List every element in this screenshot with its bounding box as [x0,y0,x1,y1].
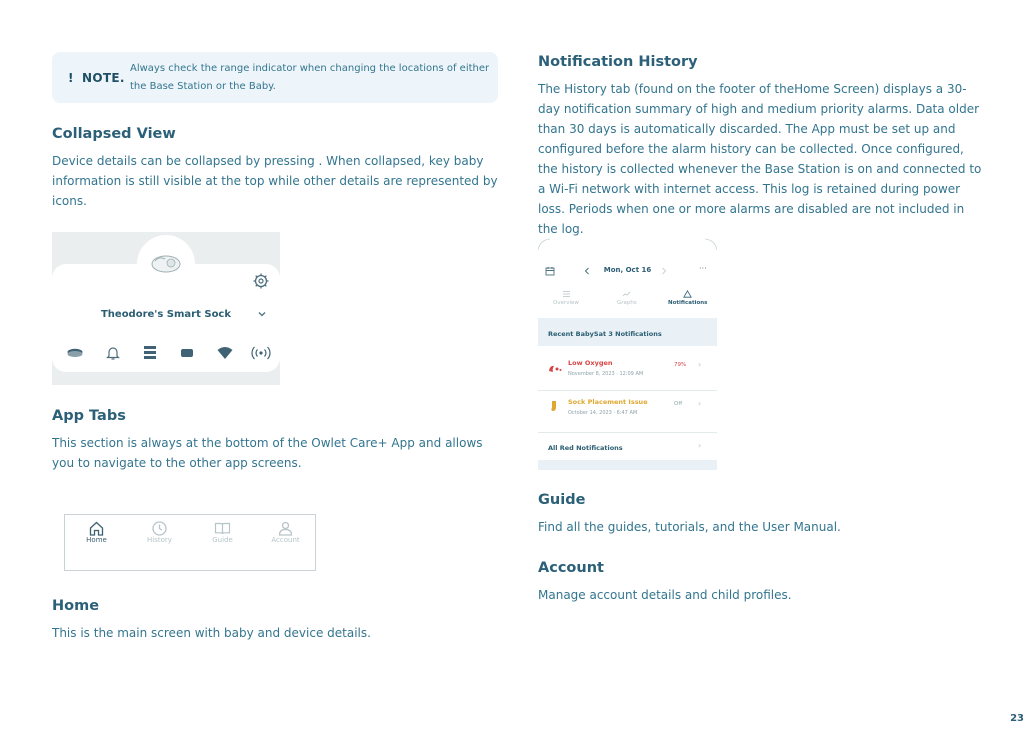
device-status-icons [66,344,271,362]
notification-title: Sock Placement Issue [568,398,648,406]
gear-icon[interactable] [252,272,270,290]
tab-notifications[interactable]: Notifications [668,300,708,306]
wifi-icon [216,344,234,362]
app-tabs-body: This section is always at the bottom of the Owlet Care+ App and allows you to navigate to the other app screens. [52,436,483,470]
row-divider [538,432,717,433]
note-label: NOTE. [82,71,125,85]
phone-frame-corners [538,238,717,252]
notification-value: 79% [674,362,687,368]
account-heading: Account [538,560,604,576]
recent-section-title: Recent BabySat 3 Notifications [548,330,662,338]
row-divider [538,390,717,391]
notification-date: November 8, 2023 · 12:09 AM [568,371,644,377]
guide-heading: Guide [538,492,586,508]
note-text: Always check the range indicator when changing the locations of either the Base Station or the Baby. [130,63,490,92]
home-body: This is the main screen with baby and device details. [52,626,371,640]
low-oxygen-icon [548,363,562,373]
account-body: Manage account details and child profiles. [538,588,792,602]
notification-history-figure [538,238,717,470]
bell-icon [104,344,122,362]
tab-graphs[interactable]: Graphs [617,300,637,306]
tab-home[interactable] [65,515,128,570]
notification-row[interactable] [538,354,717,392]
history-date: Mon, Oct 16 [603,266,652,274]
chevron-down-icon[interactable] [257,309,267,319]
tab-overview[interactable]: Overview [553,300,579,306]
collapsed-view-figure [52,232,280,385]
graph-icon [622,290,631,298]
chevron-right-icon[interactable] [660,267,668,275]
all-red-notifications-link[interactable]: All Red Notifications [548,444,623,452]
app-tabs-figure [64,514,316,571]
tab-label: Home [86,536,107,544]
device-name: Theodore's Smart Sock [100,309,232,320]
note-exclamation: ! [68,71,74,85]
sock-placement-icon [550,400,558,412]
notification-date: October 14, 2023 · 6:47 AM [568,410,638,416]
base-station-icon [66,344,84,362]
warning-icon [683,290,692,298]
home-icon [88,520,105,537]
guide-body: Find all the guides, tutorials, and the User Manual. [538,520,841,534]
notification-title: Low Oxygen [568,359,613,367]
sock-icon [149,252,183,274]
person-icon [277,520,294,537]
home-heading: Home [52,598,100,614]
book-icon [214,520,231,537]
app-tabs-heading: App Tabs [52,408,126,424]
collapsed-view-heading: Collapsed View [52,126,176,142]
list-icon [562,290,571,298]
bottom-band [538,460,717,470]
signal-icon [251,344,271,362]
clock-icon [151,520,168,537]
tab-history[interactable] [128,515,191,570]
note-box [52,52,498,103]
tab-label: History [147,536,172,544]
more-icon[interactable]: ··· [699,264,707,273]
tab-label: Guide [212,536,233,544]
chevron-right-icon: › [698,360,702,369]
chevron-right-icon: › [698,399,702,408]
notification-row[interactable] [538,393,717,431]
notification-value: Off [674,401,683,407]
battery-stack-icon [141,344,159,362]
history-tabs [538,288,717,312]
page-number: 23 [1010,713,1024,724]
sock-status-icon [178,344,196,362]
collapsed-view-body: Device details can be collapsed by pressing . When collapsed, key baby information is still visible at the top while other details are represented by icons. [52,154,498,208]
tab-account[interactable] [254,515,317,570]
tab-guide[interactable] [191,515,254,570]
tab-label: Account [271,536,300,544]
notification-history-body: The History tab (found on the footer of theHome Screen) displays a 30-day notification summary of high and medium priority alarms. Data older than 30 days is automatically discarded. The App must be set up and configured before the alarm history can be collected. Once configured, the history is collected whenever the Base Station is on and connected to a Wi-Fi network with internet access. This log is retained during power loss. Periods when one or more alarms are disabled are not included in the log. [538,82,982,236]
notification-history-heading: Notification History [538,54,698,70]
chevron-right-icon: › [698,441,702,450]
